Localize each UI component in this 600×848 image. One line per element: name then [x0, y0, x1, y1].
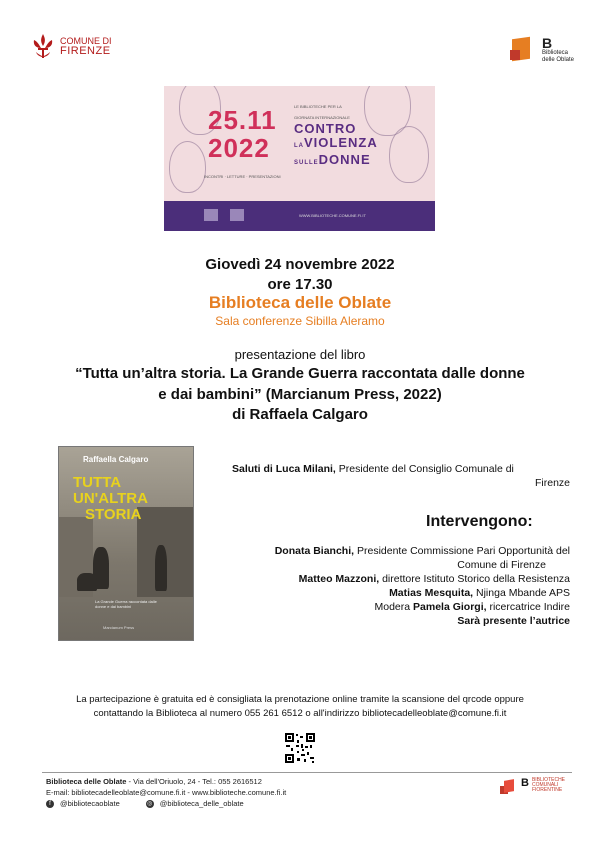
banner-headline-3b: DONNE: [318, 152, 371, 167]
bcf-line3: FIORENTINE: [531, 787, 563, 793]
banner-headline-1: CONTRO: [294, 121, 357, 136]
book-cover-image: [58, 446, 194, 641]
banner-footer-bar: [164, 201, 435, 231]
moderator: [200, 600, 570, 614]
banner-subtitle: INCONTRI · LETTURE · PRESENTAZIONI: [204, 174, 281, 179]
comune-di-firenze-logo: [30, 32, 112, 60]
footer-contacts: [46, 776, 286, 809]
cover-subtitle: La Grande Guerra raccontata dalle donne e dai bambini: [95, 599, 157, 609]
speaker-1: [200, 544, 570, 558]
bcf-letter: B: [521, 777, 529, 789]
moderator-name: Pamela Giorgi,: [413, 601, 487, 613]
speaker-3-role: Njinga Mbande APS: [473, 587, 570, 599]
oblate-logo-letter: B: [542, 35, 553, 51]
banner-headline-2a: LA: [294, 143, 304, 149]
firenze-logo-line2: FIRENZE: [60, 45, 111, 57]
biblioteca-oblate-logo: [510, 36, 574, 64]
speaker-2: [200, 572, 570, 586]
speaker-3: [200, 586, 570, 600]
greetings-role-2: Firenze: [534, 477, 570, 489]
speaker-1-role: Presidente Commissione Pari Opportunità del: [354, 545, 570, 557]
notice-line1: La partecipazione è gratuita ed è consigliata la prenotazione online tramite la scansione del qrcode oppure: [76, 694, 524, 705]
biblioteche-comunali-logo: [500, 778, 565, 796]
greetings: [230, 462, 570, 490]
qr-code[interactable]: [284, 732, 316, 764]
bcf-line2: COMUNALI: [531, 782, 559, 788]
banner-headline-2b: VIOLENZA: [304, 135, 378, 150]
banner-url: WWW.BIBLIOTECHE.COMUNE.FI.IT: [299, 213, 366, 218]
presentation-intro: presentazione del libro: [234, 347, 366, 362]
banner-partner-icon: [230, 209, 244, 221]
event-time: ore 17.30: [267, 276, 333, 293]
florence-lily-icon: [30, 32, 56, 60]
speakers-heading: Intervengono:: [426, 513, 533, 530]
speaker-2-name: Matteo Mazzoni,: [298, 573, 380, 585]
speaker-2-role: direttore Istituto Storico della Resistenza: [379, 573, 570, 585]
cover-title-1: TUTTA UN'ALTRA: [73, 474, 148, 507]
cover-publisher: Marcianum Press: [103, 625, 135, 630]
book-title-line2: e dai bambini” (Marcianum Press, 2022): [158, 386, 442, 403]
bcf-mark-icon: [500, 778, 518, 796]
cover-author: Raffaella Calgaro: [83, 455, 149, 464]
speaker-1-role-2: Comune di Firenze: [457, 559, 546, 571]
banner-lily-icon: [204, 209, 218, 221]
event-venue: Biblioteca delle Oblate: [208, 293, 392, 312]
moderator-prefix: Modera: [374, 601, 414, 613]
participation-notice: [0, 693, 600, 721]
event-date: Giovedì 24 novembre 2022: [205, 256, 395, 273]
firenze-logo-line1: COMUNE DI: [60, 36, 112, 46]
banner-date-day: 25.11: [208, 105, 277, 135]
greetings-role: Presidente del Consiglio Comunale di: [335, 463, 514, 475]
book-author: di Raffaela Calgaro: [232, 406, 368, 423]
speaker-1-name: Donata Bianchi,: [274, 545, 355, 557]
book-title-line1: “Tutta un’altra storia. La Grande Guerra raccontata dalle donne: [75, 365, 525, 382]
greetings-name: Saluti di Luca Milani,: [232, 463, 336, 475]
instagram-icon[interactable]: ◎: [147, 800, 153, 807]
facebook-icon[interactable]: f: [46, 800, 54, 808]
footer-facebook[interactable]: @bibliotecaoblate: [60, 799, 120, 808]
moderator-role: ricercatrice Indire: [486, 601, 570, 613]
banner-kicker-2: GIORNATA INTERNAZIONALE: [294, 115, 350, 120]
cover-title-2: STORIA: [85, 506, 142, 523]
banner-kicker-1: LE BIBLIOTECHE PER LA: [294, 104, 342, 109]
footer-org: Biblioteca delle Oblate: [46, 777, 127, 786]
event-room: Sala conferenze Sibilla Aleramo: [215, 314, 385, 328]
speakers-list: [200, 544, 570, 628]
notice-line2: contattando la Biblioteca al numero 055 261 6512 o all'indirizzo bibliotecadelleoblate@comune.fi.it: [93, 708, 507, 719]
speaker-3-name: Matias Mesquita,: [389, 587, 474, 599]
footer-divider: [42, 772, 572, 773]
banner-date-year: 2022: [208, 133, 270, 163]
banner-headline-3a: SULLE: [294, 160, 319, 166]
oblate-mark-icon: [510, 36, 538, 62]
bcf-line1: BIBLIOTECHE: [531, 777, 566, 783]
footer-email-line[interactable]: E-mail: bibliotecadelleoblate@comune.fi.it - www.biblioteche.comune.fi.it: [46, 788, 287, 797]
footer-address: - Via dell'Oriuolo, 24 - Tel.: 055 2616512: [126, 777, 262, 786]
oblate-logo-line2: delle Oblate: [542, 57, 575, 63]
event-banner: [164, 86, 435, 231]
footer-instagram[interactable]: @biblioteca_delle_oblate: [159, 799, 244, 808]
author-present-note: Sarà presente l’autrice: [457, 615, 570, 627]
oblate-logo-line1: Biblioteca: [542, 50, 569, 56]
